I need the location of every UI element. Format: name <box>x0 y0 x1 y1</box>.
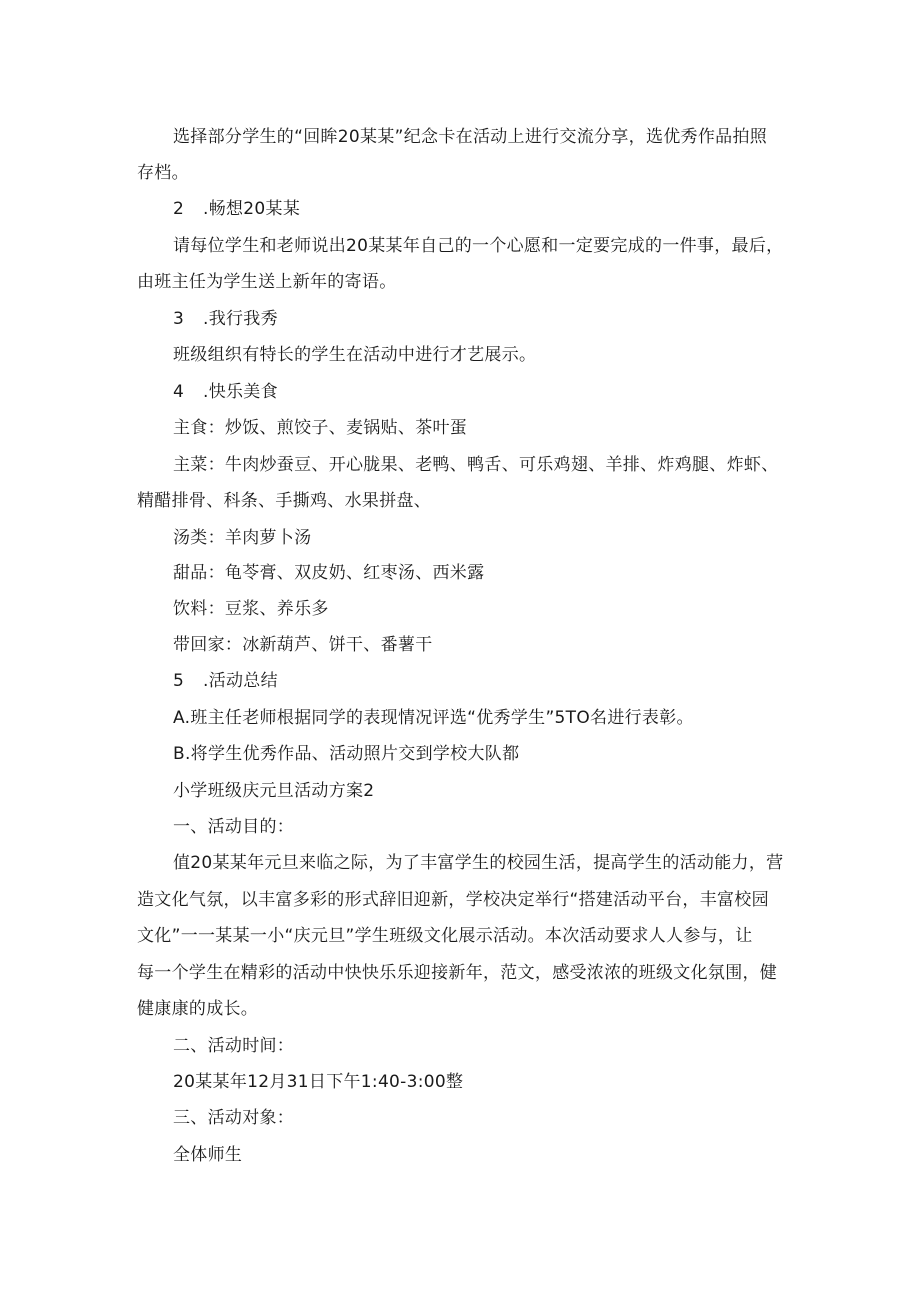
section-number: 3 <box>173 309 185 329</box>
section-heading <box>173 308 278 330</box>
paragraph-line: 汤类：羊肉萝卜汤 <box>173 528 312 548</box>
paragraph-line: 健康康的成长。 <box>137 999 259 1019</box>
paragraph-line: 20某某年12月31日下午1:40-3:00整 <box>173 1072 464 1092</box>
section-heading <box>173 381 278 403</box>
section-heading: 三、活动对象： <box>173 1108 295 1128</box>
paragraph-line: 值20某某年元旦来临之际，为了丰富学生的校园生活，提高学生的活动能力，营 <box>173 853 784 873</box>
subtitle: 小学班级庆元旦活动方案2 <box>173 781 375 801</box>
section-number: 2 <box>173 199 185 219</box>
paragraph-line: 精醋排骨、科条、手撕鸡、水果拼盘、 <box>137 491 432 511</box>
paragraph-line: 请每位学生和老师说出20某某年自己的一个心愿和一定要完成的一件事，最后， <box>173 236 784 256</box>
paragraph-line: 造文化气氛，以丰富多彩的形式辞旧迎新，学校决定举行“搭建活动平台，丰富校园 <box>137 890 769 910</box>
paragraph-line: 主食：炒饭、煎饺子、麦锅贴、茶叶蛋 <box>173 418 468 438</box>
paragraph-line: 文化”一一某某一小“庆元旦”学生班级文化展示活动。本次活动要求人人参与，让 <box>137 926 753 946</box>
section-heading: 一、活动目的： <box>173 817 295 837</box>
section-number: 4 <box>173 382 185 402</box>
section-number: 5 <box>173 671 185 691</box>
section-title: .我行我秀 <box>203 309 278 329</box>
paragraph-line: 班级组织有特长的学生在活动中进行才艺展示。 <box>173 345 537 365</box>
paragraph-line: 带回家：冰新葫芦、饼干、番薯干 <box>173 635 433 655</box>
paragraph-line: 饮料：豆浆、养乐多 <box>173 599 329 619</box>
paragraph-line: 由班主任为学生送上新年的寄语。 <box>137 272 397 292</box>
paragraph-line: 存档。 <box>137 163 189 183</box>
paragraph-line: 每一个学生在精彩的活动中快快乐乐迎接新年，范文，感受浓浓的班级文化氛围，健 <box>137 963 778 983</box>
paragraph-line: B.将学生优秀作品、活动照片交到学校大队都 <box>173 744 520 764</box>
paragraph-line: 全体师生 <box>173 1145 243 1165</box>
section-title: .快乐美食 <box>203 382 278 402</box>
section-heading <box>173 198 300 220</box>
section-heading <box>173 670 278 692</box>
section-title: .活动总结 <box>203 671 278 691</box>
paragraph-line: 主菜：牛肉炒蚕豆、开心胧果、老鸭、鸭舌、可乐鸡翅、羊排、炸鸡腿、炸虾、 <box>173 455 779 475</box>
section-heading: 二、活动时间： <box>173 1036 295 1056</box>
paragraph-line: 甜品：龟苓膏、双皮奶、红枣汤、西米露 <box>173 563 485 583</box>
paragraph-line: 选择部分学生的“回眸20某某”纪念卡在活动上进行交流分享，选优秀作品拍照 <box>173 127 768 147</box>
section-title: .畅想20某某 <box>203 199 301 219</box>
paragraph-line: A.班主任老师根据同学的表现情况评选“优秀学生”5TO名进行表彰。 <box>173 708 694 728</box>
